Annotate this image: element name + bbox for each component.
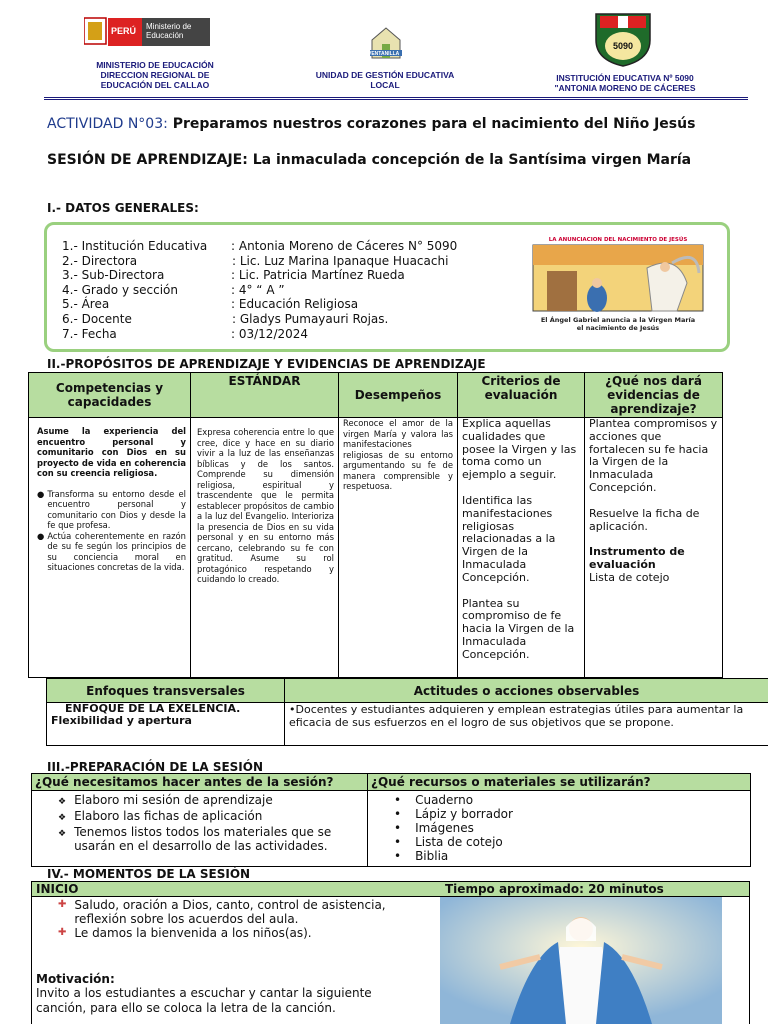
annunciation-illustration	[527, 243, 709, 313]
annunciation-image-title: LA ANUNCIACION DEL NACIMIENTO DE JESÚS	[527, 237, 709, 243]
antes-item: ❖ Elaboro mi sesión de aprendizaje	[58, 793, 361, 809]
antes-item: ❖ Elaboro las fichas de aplicación	[58, 809, 361, 825]
criterios-cell	[458, 418, 585, 678]
annunciation-image	[527, 237, 709, 347]
minedu-logo	[84, 16, 210, 48]
header-right-text: INSTITUCIÓN EDUCATIVA Nº 5090 "ANTONIA MORENO DE CÁCERES	[540, 73, 710, 93]
datos-generales-box	[44, 222, 730, 352]
section-1-title: I.- DATOS GENERALES:	[47, 201, 199, 215]
criterio-item: Identifica las manifestaciones religiosas relacionadas a la Virgen de la Inmaculada Concepción.	[462, 495, 580, 585]
datos-row: 2.- Directora : Lic. Luz Marina Ipanaque Huacachi	[62, 254, 532, 269]
church-emblem-icon	[364, 20, 408, 64]
ministry-label: Ministerio de Educación	[146, 22, 206, 40]
competencia-bullet: ● Actúa coherentemente en razón de su fe según los principios de su conciencia moral en situaciones concretas de la vida.	[37, 531, 186, 573]
enfoques-table	[46, 678, 768, 746]
section-2-title: II.-PROPÓSITOS DE APRENDIZAJE Y EVIDENCIAS DE APRENDIZAJE	[47, 357, 486, 371]
peru-label: PERÚ	[111, 26, 136, 36]
estandar-text: Expresa coherencia entre lo que cree, dice y hace en su diario vivir a la luz de las enseñanzas bíblicas y de los santos. Comprende su dimensión religiosa, espiritual y trascendente que le permita establecer propósitos de cambio a la luz del Evangelio. Interioriza la presencia de Dios en su vida personal y en su entorno más cercano, celebrando su fe con gratitud. Asume su rol protagónico respetando y cuidando lo creado.	[197, 427, 334, 585]
datos-row: 3.- Sub-Directora : Lic. Patricia Martínez Rueda	[62, 268, 532, 283]
section-3-title: III.-PREPARACIÓN DE LA SESIÓN	[47, 760, 263, 774]
datos-row: 6.- Docente : Gladys Pumayauri Rojas.	[62, 312, 532, 327]
header-evidencias: ¿Qué nos dará evidencias de aprendizaje?	[585, 373, 723, 418]
header-desempenos: Desempeños	[339, 373, 458, 418]
inicio-item: ✚ Saludo, oración a Dios, canto, control de asistencia, reflexión sobre los acuerdos del aula.	[58, 898, 428, 926]
datos-row: 5.- Área : Educación Religiosa	[62, 297, 532, 312]
inmaculada-illustration	[440, 897, 722, 1024]
desempenos-cell	[339, 418, 458, 678]
annunciation-image-caption: El Ángel Gabriel anuncia a la Virgen María el nacimiento de Jesús	[527, 316, 709, 332]
material-item: • Imágenes	[394, 821, 746, 835]
material-item: • Biblia	[394, 849, 746, 863]
activity-text: Preparamos nuestros corazones para el nacimiento del Niño Jesús	[173, 116, 696, 132]
header-enfoques: Enfoques transversales	[47, 679, 285, 703]
motivacion-text: Invito a los estudiantes a escuchar y cantar la siguiente canción, para ello se coloca la letra de la canción.	[36, 986, 406, 1016]
enfoque-value: Flexibilidad y apertura	[51, 715, 280, 727]
pointing-hand-icon: ✚	[58, 898, 66, 926]
evidencias-cell	[585, 418, 723, 678]
tiempo-label: Tiempo aproximado: 20 minutos	[445, 882, 664, 896]
section-4-title: IV.- MOMENTOS DE LA SESIÓN	[47, 867, 250, 881]
instrumento-value: Lista de cotejo	[589, 572, 718, 585]
instrumento-label: Instrumento de evaluación	[589, 546, 718, 572]
datos-row: 1.- Institución Educativa : Antonia Moreno de Cáceres N° 5090	[62, 239, 532, 254]
competencias-cell	[29, 418, 191, 678]
header-competencias: Competencias y capacidades	[29, 373, 191, 418]
datos-row: 4.- Grado y sección : 4° “ A ”	[62, 283, 532, 298]
inicio-body	[31, 896, 750, 1024]
material-item: • Lista de cotejo	[394, 835, 746, 849]
antes-item: ❖ Tenemos listos todos los materiales que se usarán en el desarrollo de las actividades.	[58, 825, 361, 853]
recursos-cell	[368, 791, 751, 867]
material-item: • Cuaderno	[394, 793, 746, 807]
datos-row: 7.- Fecha : 03/12/2024	[62, 327, 532, 342]
competencia-bullet: ● Transforma su entorno desde el encuentro personal y comunitario con Dios y desde la fe que profesa.	[37, 489, 186, 531]
evidencia-item: Resuelve la ficha de aplicación.	[589, 508, 718, 534]
material-item: • Lápiz y borrador	[394, 807, 746, 821]
session-title	[47, 152, 747, 168]
activity-prefix: ACTIVIDAD N°03:	[47, 116, 168, 132]
criterio-item: Plantea su compromiso de fe hacia la Virgen de la Inmaculada Concepción.	[462, 598, 580, 662]
school-shield-icon	[592, 10, 654, 68]
evidencia-item: Plantea compromisos y acciones que fortalecen su fe hacia la Virgen de la Inmaculada Concepción.	[589, 418, 718, 495]
datos-list	[62, 239, 532, 341]
header-recursos: ¿Qué recursos o materiales se utilizarán?	[368, 774, 751, 791]
pointing-hand-icon: ✚	[58, 926, 66, 940]
ventanilla-label: VENTANILLA	[368, 51, 399, 57]
inicio-items	[58, 898, 428, 940]
antes-cell	[32, 791, 368, 867]
propositos-table	[28, 372, 723, 678]
header-antes: ¿Qué necesitamos hacer antes de la sesión?	[32, 774, 368, 791]
activity-title	[47, 116, 747, 132]
inicio-header-row	[31, 881, 750, 897]
header-center-text: UNIDAD DE GESTIÓN EDUCATIVA LOCAL	[300, 70, 470, 90]
session-prefix: SESIÓN DE APRENDIZAJE:	[47, 152, 248, 168]
estandar-cell	[191, 418, 339, 678]
inicio-item: ✚ Le damos la bienvenida a los niños(as).	[58, 926, 428, 940]
desempenos-text: Reconoce el amor de la virgen María y valora las manifestaciones religiosas de su entorno argumentando su fe de manera comprensible y respetuosa.	[343, 418, 453, 492]
competencia-text: Asume la experiencia del encuentro personal y comunitario con Dios en su proyecto de vida en coherencia con su creencia religiosa.	[37, 426, 186, 479]
inicio-label: INICIO	[36, 882, 78, 896]
header-actitudes: Actitudes o acciones observables	[285, 679, 768, 703]
enfoque-cell	[47, 703, 285, 746]
ugel-logo	[364, 20, 408, 64]
header-divider	[44, 97, 748, 100]
criterio-item: Explica aquellas cualidades que posee la Virgen y las toma como un ejemplo a seguir.	[462, 418, 580, 482]
actitudes-cell: •Docentes y estudiantes adquieren y emplean estrategias útiles para aumentar la eficacia de sus esfuerzos en el logro de sus objetivos que se propone.	[285, 703, 768, 746]
preparacion-table	[31, 773, 751, 867]
header-criterios: Criterios de evaluación	[458, 373, 585, 418]
session-text: La inmaculada concepción de la Santísima virgen María	[253, 152, 691, 168]
header-estandar: ESTÁNDAR	[191, 373, 339, 418]
school-badge	[592, 10, 654, 68]
motivacion-label: Motivación:	[36, 972, 115, 986]
virgin-mary-image	[440, 897, 722, 1024]
enfoque-name: ENFOQUE DE LA EXELENCIA.	[51, 703, 280, 715]
badge-number: 5090	[613, 41, 633, 51]
header-left-text: MINISTERIO DE EDUCACIÓN DIRECCION REGIONAL DE EDUCACIÓN DEL CALLAO	[70, 60, 240, 90]
